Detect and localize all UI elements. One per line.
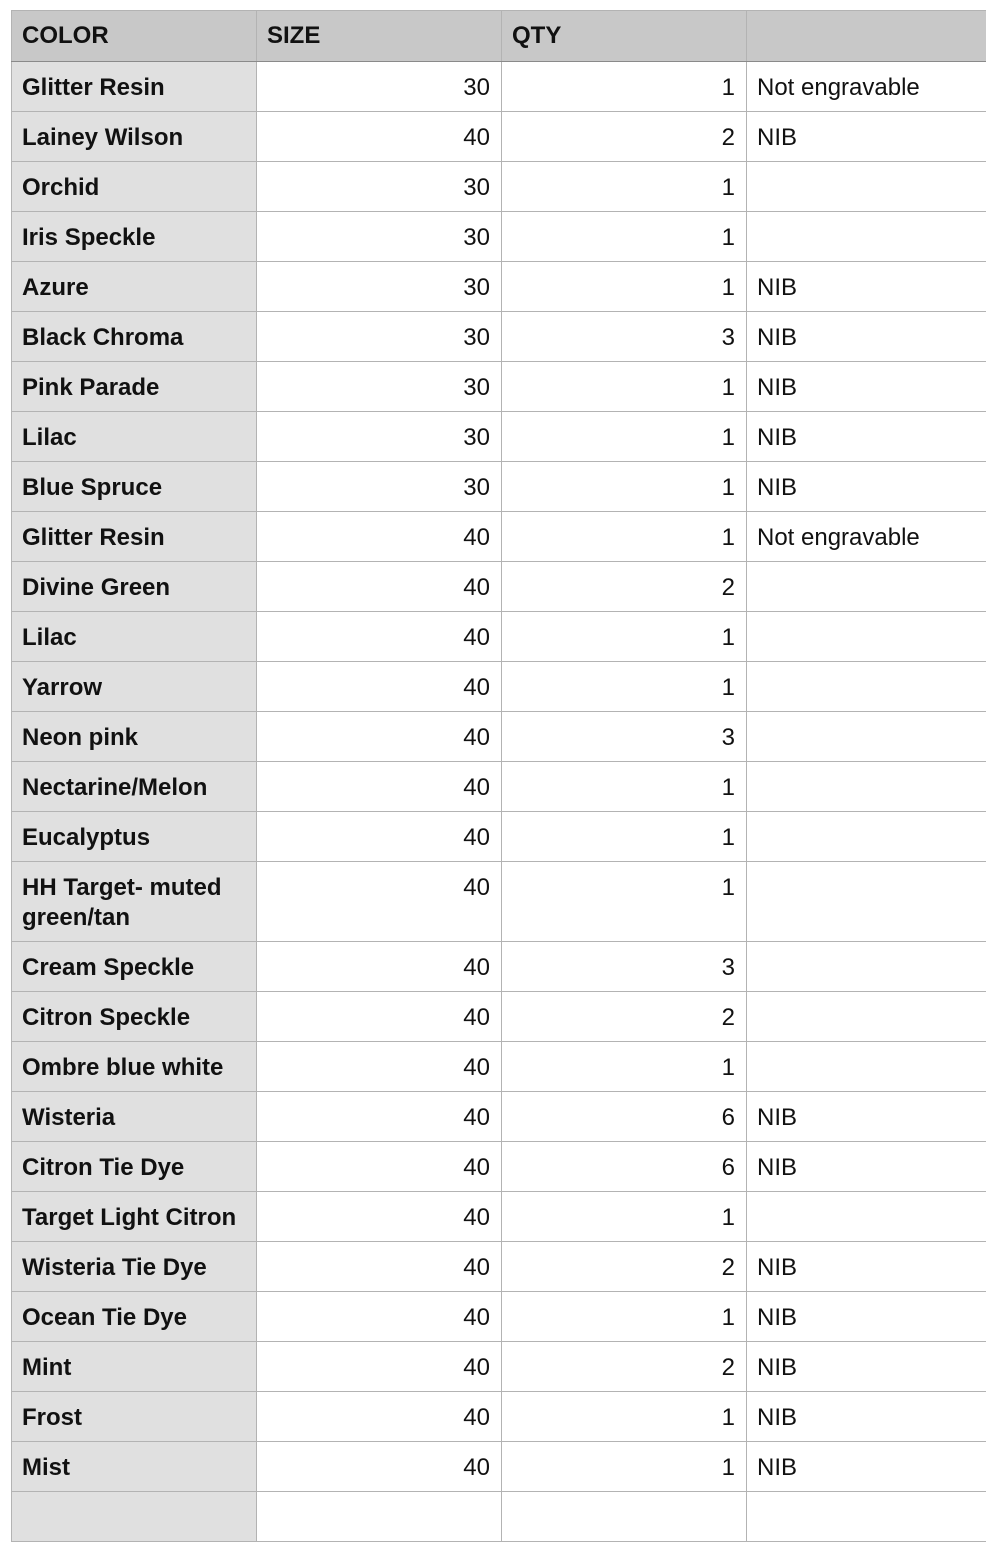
column-header-notes[interactable] xyxy=(747,11,986,62)
cell-color[interactable]: Citron Speckle xyxy=(12,992,257,1042)
cell-note[interactable]: NIB xyxy=(747,1342,986,1392)
table-row xyxy=(12,62,986,112)
cell-color[interactable]: Yarrow xyxy=(12,662,257,712)
cell-size[interactable]: 40 xyxy=(257,1142,502,1192)
cell-size[interactable]: 40 xyxy=(257,712,502,762)
cell-color[interactable]: Glitter Resin xyxy=(12,512,257,562)
cell-color[interactable]: Black Chroma xyxy=(12,312,257,362)
cell-color[interactable]: Citron Tie Dye xyxy=(12,1142,257,1192)
cell-note[interactable]: NIB xyxy=(747,1292,986,1342)
cell-note[interactable] xyxy=(747,992,986,1042)
cell-size[interactable]: 40 xyxy=(257,812,502,862)
table-row xyxy=(12,262,986,312)
cell-note[interactable] xyxy=(747,612,986,662)
cell-note[interactable]: NIB xyxy=(747,1242,986,1292)
cell-note[interactable]: NIB xyxy=(747,1092,986,1142)
table-row xyxy=(12,942,986,992)
cell-qty[interactable]: 1 xyxy=(502,762,747,812)
cell-qty[interactable]: 1 xyxy=(502,612,747,662)
cell-note[interactable]: NIB xyxy=(747,1142,986,1192)
table-row xyxy=(12,112,986,162)
table-row xyxy=(12,992,986,1042)
cell-color[interactable]: Target Light Citron xyxy=(12,1192,257,1242)
table-row xyxy=(12,1442,986,1492)
cell-empty[interactable] xyxy=(502,1492,747,1542)
table-row xyxy=(12,212,986,262)
cell-note[interactable] xyxy=(747,162,986,212)
cell-qty[interactable]: 1 xyxy=(502,662,747,712)
cell-qty[interactable]: 1 xyxy=(502,1442,747,1492)
cell-note[interactable]: NIB xyxy=(747,362,986,412)
cell-size[interactable]: 40 xyxy=(257,1242,502,1292)
cell-color[interactable]: Orchid xyxy=(12,162,257,212)
cell-qty[interactable]: 1 xyxy=(502,462,747,512)
cell-note[interactable] xyxy=(747,862,986,942)
cell-size[interactable]: 40 xyxy=(257,1292,502,1342)
cell-color[interactable]: Blue Spruce xyxy=(12,462,257,512)
cell-qty[interactable]: 1 xyxy=(502,62,747,112)
table-row-partial xyxy=(12,1492,986,1542)
cell-size[interactable]: 40 xyxy=(257,1342,502,1392)
cell-note[interactable]: NIB xyxy=(747,1392,986,1442)
cell-qty[interactable]: 1 xyxy=(502,512,747,562)
cell-qty[interactable]: 1 xyxy=(502,862,747,942)
column-header-size[interactable]: SIZE xyxy=(257,11,502,62)
cell-qty[interactable]: 2 xyxy=(502,1242,747,1292)
table-row xyxy=(12,1242,986,1292)
table-row xyxy=(12,1042,986,1092)
cell-qty[interactable]: 2 xyxy=(502,112,747,162)
cell-note[interactable] xyxy=(747,212,986,262)
cell-note[interactable]: NIB xyxy=(747,312,986,362)
cell-color[interactable]: Lilac xyxy=(12,612,257,662)
cell-color[interactable]: Iris Speckle xyxy=(12,212,257,262)
cell-note[interactable] xyxy=(747,812,986,862)
cell-size[interactable]: 30 xyxy=(257,212,502,262)
cell-size[interactable]: 40 xyxy=(257,762,502,812)
cell-qty[interactable]: 1 xyxy=(502,1292,747,1342)
inventory-table xyxy=(11,10,986,1542)
cell-qty[interactable]: 2 xyxy=(502,992,747,1042)
cell-size[interactable]: 40 xyxy=(257,992,502,1042)
cell-size[interactable]: 30 xyxy=(257,462,502,512)
cell-size[interactable]: 30 xyxy=(257,162,502,212)
cell-color[interactable]: Mist xyxy=(12,1442,257,1492)
cell-qty[interactable]: 6 xyxy=(502,1142,747,1192)
cell-color[interactable]: Glitter Resin xyxy=(12,62,257,112)
cell-note[interactable] xyxy=(747,762,986,812)
cell-note[interactable]: Not engravable xyxy=(747,62,986,112)
cell-size[interactable]: 30 xyxy=(257,412,502,462)
table-row xyxy=(12,512,986,562)
table-row xyxy=(12,562,986,612)
cell-note[interactable]: NIB xyxy=(747,462,986,512)
column-header-color[interactable]: COLOR xyxy=(12,11,257,62)
cell-color[interactable]: HH Target- muted green/tan xyxy=(12,862,257,942)
cell-qty[interactable]: 1 xyxy=(502,812,747,862)
cell-qty[interactable]: 2 xyxy=(502,562,747,612)
cell-color[interactable]: Eucalyptus xyxy=(12,812,257,862)
cell-size[interactable]: 40 xyxy=(257,862,502,942)
cell-color[interactable]: Azure xyxy=(12,262,257,312)
table-row xyxy=(12,612,986,662)
table-row xyxy=(12,162,986,212)
table-row xyxy=(12,412,986,462)
cell-qty[interactable]: 1 xyxy=(502,262,747,312)
table-row xyxy=(12,1292,986,1342)
cell-size[interactable]: 40 xyxy=(257,112,502,162)
cell-size[interactable]: 30 xyxy=(257,362,502,412)
cell-size[interactable]: 40 xyxy=(257,562,502,612)
cell-size[interactable]: 30 xyxy=(257,312,502,362)
cell-note[interactable]: NIB xyxy=(747,1442,986,1492)
cell-qty[interactable]: 3 xyxy=(502,942,747,992)
cell-color[interactable]: Wisteria Tie Dye xyxy=(12,1242,257,1292)
table-row xyxy=(12,1342,986,1392)
cell-note[interactable]: Not engravable xyxy=(747,512,986,562)
cell-note[interactable]: NIB xyxy=(747,262,986,312)
cell-color[interactable]: Ombre blue white xyxy=(12,1042,257,1092)
cell-empty[interactable] xyxy=(747,1492,986,1542)
table-row xyxy=(12,1392,986,1442)
table-row xyxy=(12,862,986,942)
cell-color[interactable]: Neon pink xyxy=(12,712,257,762)
cell-color[interactable]: Nectarine/Melon xyxy=(12,762,257,812)
column-header-qty[interactable]: QTY xyxy=(502,11,747,62)
cell-empty[interactable] xyxy=(12,1492,257,1542)
cell-color[interactable]: Lilac xyxy=(12,412,257,462)
cell-qty[interactable]: 1 xyxy=(502,1392,747,1442)
cell-qty[interactable]: 3 xyxy=(502,712,747,762)
cell-qty[interactable]: 2 xyxy=(502,1342,747,1392)
cell-color[interactable]: Wisteria xyxy=(12,1092,257,1142)
cell-size[interactable]: 40 xyxy=(257,942,502,992)
cell-size[interactable]: 40 xyxy=(257,1192,502,1242)
cell-empty[interactable] xyxy=(257,1492,502,1542)
table-row xyxy=(12,762,986,812)
cell-color[interactable]: Mint xyxy=(12,1342,257,1392)
cell-note[interactable]: NIB xyxy=(747,112,986,162)
cell-color[interactable]: Lainey Wilson xyxy=(12,112,257,162)
cell-note[interactable] xyxy=(747,1042,986,1092)
cell-color[interactable]: Cream Speckle xyxy=(12,942,257,992)
table-row xyxy=(12,312,986,362)
cell-size[interactable]: 40 xyxy=(257,1392,502,1442)
cell-size[interactable]: 40 xyxy=(257,612,502,662)
cell-size[interactable]: 40 xyxy=(257,662,502,712)
table-row xyxy=(12,462,986,512)
cell-note[interactable] xyxy=(747,662,986,712)
cell-size[interactable]: 40 xyxy=(257,1042,502,1092)
table-row xyxy=(12,1142,986,1192)
cell-qty[interactable]: 1 xyxy=(502,1042,747,1092)
cell-size[interactable]: 40 xyxy=(257,1442,502,1492)
spreadsheet-table-container xyxy=(11,10,986,1542)
table-row xyxy=(12,362,986,412)
cell-color[interactable]: Divine Green xyxy=(12,562,257,612)
cell-note[interactable] xyxy=(747,712,986,762)
cell-color[interactable]: Frost xyxy=(12,1392,257,1442)
cell-size[interactable]: 40 xyxy=(257,512,502,562)
header-row xyxy=(12,11,986,62)
cell-note[interactable]: NIB xyxy=(747,412,986,462)
cell-qty[interactable]: 1 xyxy=(502,412,747,462)
cell-qty[interactable]: 1 xyxy=(502,162,747,212)
cell-note[interactable] xyxy=(747,562,986,612)
cell-size[interactable]: 30 xyxy=(257,262,502,312)
table-row xyxy=(12,1192,986,1242)
table-row xyxy=(12,712,986,762)
cell-qty[interactable]: 3 xyxy=(502,312,747,362)
table-row xyxy=(12,1092,986,1142)
cell-qty[interactable]: 6 xyxy=(502,1092,747,1142)
cell-note[interactable] xyxy=(747,1192,986,1242)
table-row xyxy=(12,662,986,712)
cell-qty[interactable]: 1 xyxy=(502,212,747,262)
cell-size[interactable]: 30 xyxy=(257,62,502,112)
table-body xyxy=(12,62,986,1542)
cell-size[interactable]: 40 xyxy=(257,1092,502,1142)
table-row xyxy=(12,812,986,862)
cell-color[interactable]: Pink Parade xyxy=(12,362,257,412)
cell-color[interactable]: Ocean Tie Dye xyxy=(12,1292,257,1342)
cell-qty[interactable]: 1 xyxy=(502,362,747,412)
cell-qty[interactable]: 1 xyxy=(502,1192,747,1242)
cell-note[interactable] xyxy=(747,942,986,992)
